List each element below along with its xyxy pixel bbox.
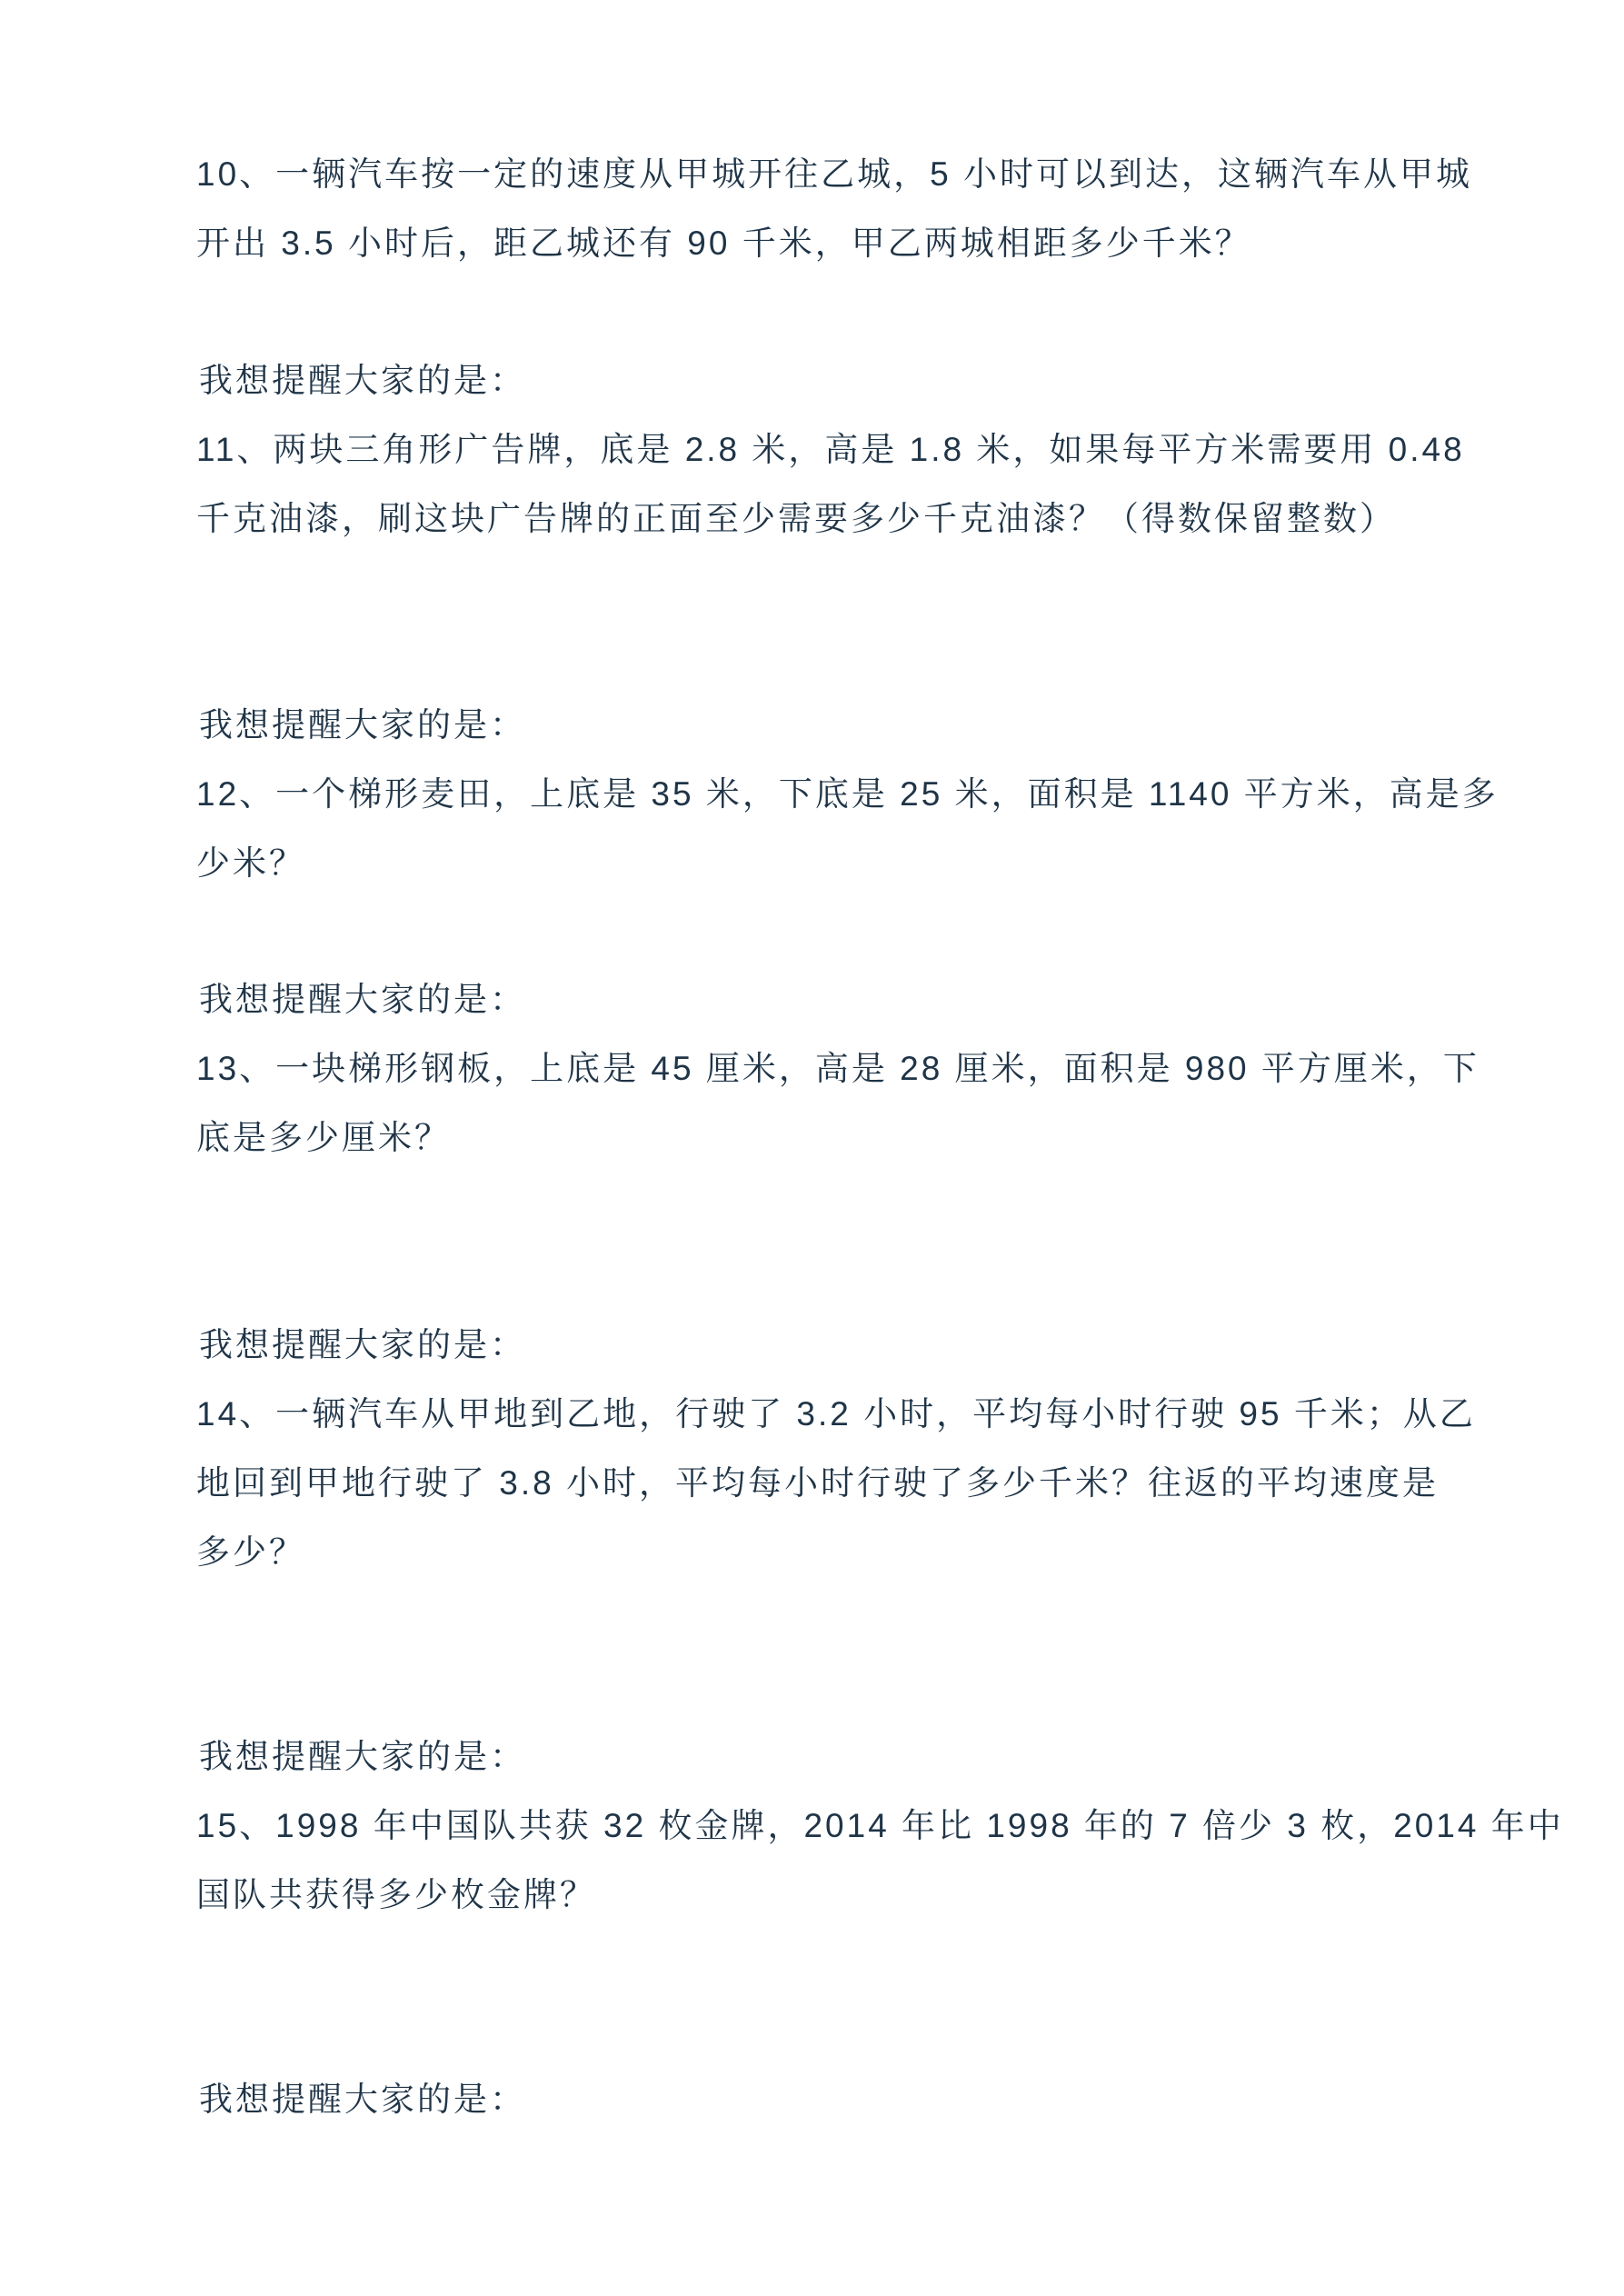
question-12 (196, 760, 1624, 898)
reminder-prompt: 我想提醒大家的是： (199, 1326, 526, 1363)
reminder-prompt: 我想提醒大家的是： (199, 706, 526, 744)
question-14 (196, 1380, 1624, 1587)
question-line: 多少？ (196, 1533, 305, 1571)
question-line: 11、两块三角形广告牌，底是 2.8 米，高是 1.8 米，如果每平方米需要用 0.48 (196, 431, 1465, 468)
reminder-prompt: 我想提醒大家的是： (199, 2081, 526, 2118)
question-line: 10、一辆汽车按一定的速度从甲城开往乙城，5 小时可以到达，这辆汽车从甲城 (196, 155, 1473, 193)
question-line: 开出 3.5 小时后，距乙城还有 90 千米，甲乙两城相距多少千米？ (196, 225, 1251, 262)
question-line: 地回到甲地行驶了 3.8 小时，平均每小时行驶了多少千米？往返的平均速度是 (196, 1464, 1439, 1502)
question-line: 13、一块梯形钢板，上底是 45 厘米，高是 28 厘米，面积是 980 平方厘米，下 (196, 1050, 1480, 1087)
question-11 (196, 415, 1624, 554)
question-13 (196, 1034, 1624, 1173)
question-line: 12、一个梯形麦田，上底是 35 米，下底是 25 米，面积是 1140 平方米，高是多 (196, 775, 1499, 813)
question-15 (196, 1792, 1624, 1930)
question-line: 国队共获得多少枚金牌？ (196, 1876, 596, 1913)
question-line: 14、一辆汽车从甲地到乙地，行驶了 3.2 小时，平均每小时行驶 95 千米；从乙 (196, 1395, 1476, 1433)
reminder-prompt: 我想提醒大家的是： (199, 981, 526, 1018)
reminder-prompt: 我想提醒大家的是： (199, 362, 526, 399)
question-line: 底是多少厘米？ (196, 1119, 451, 1156)
question-line: 15、1998 年中国队共获 32 枚金牌，2014 年比 1998 年的 7 倍少 3 枚，2014 年中 (196, 1807, 1564, 1844)
question-10 (196, 140, 1624, 278)
question-line: 千克油漆，刷这块广告牌的正面至少需要多少千克油漆？（得数保留整数） (196, 500, 1396, 537)
question-line: 少米？ (196, 844, 305, 882)
reminder-prompt: 我想提醒大家的是： (199, 1738, 526, 1775)
